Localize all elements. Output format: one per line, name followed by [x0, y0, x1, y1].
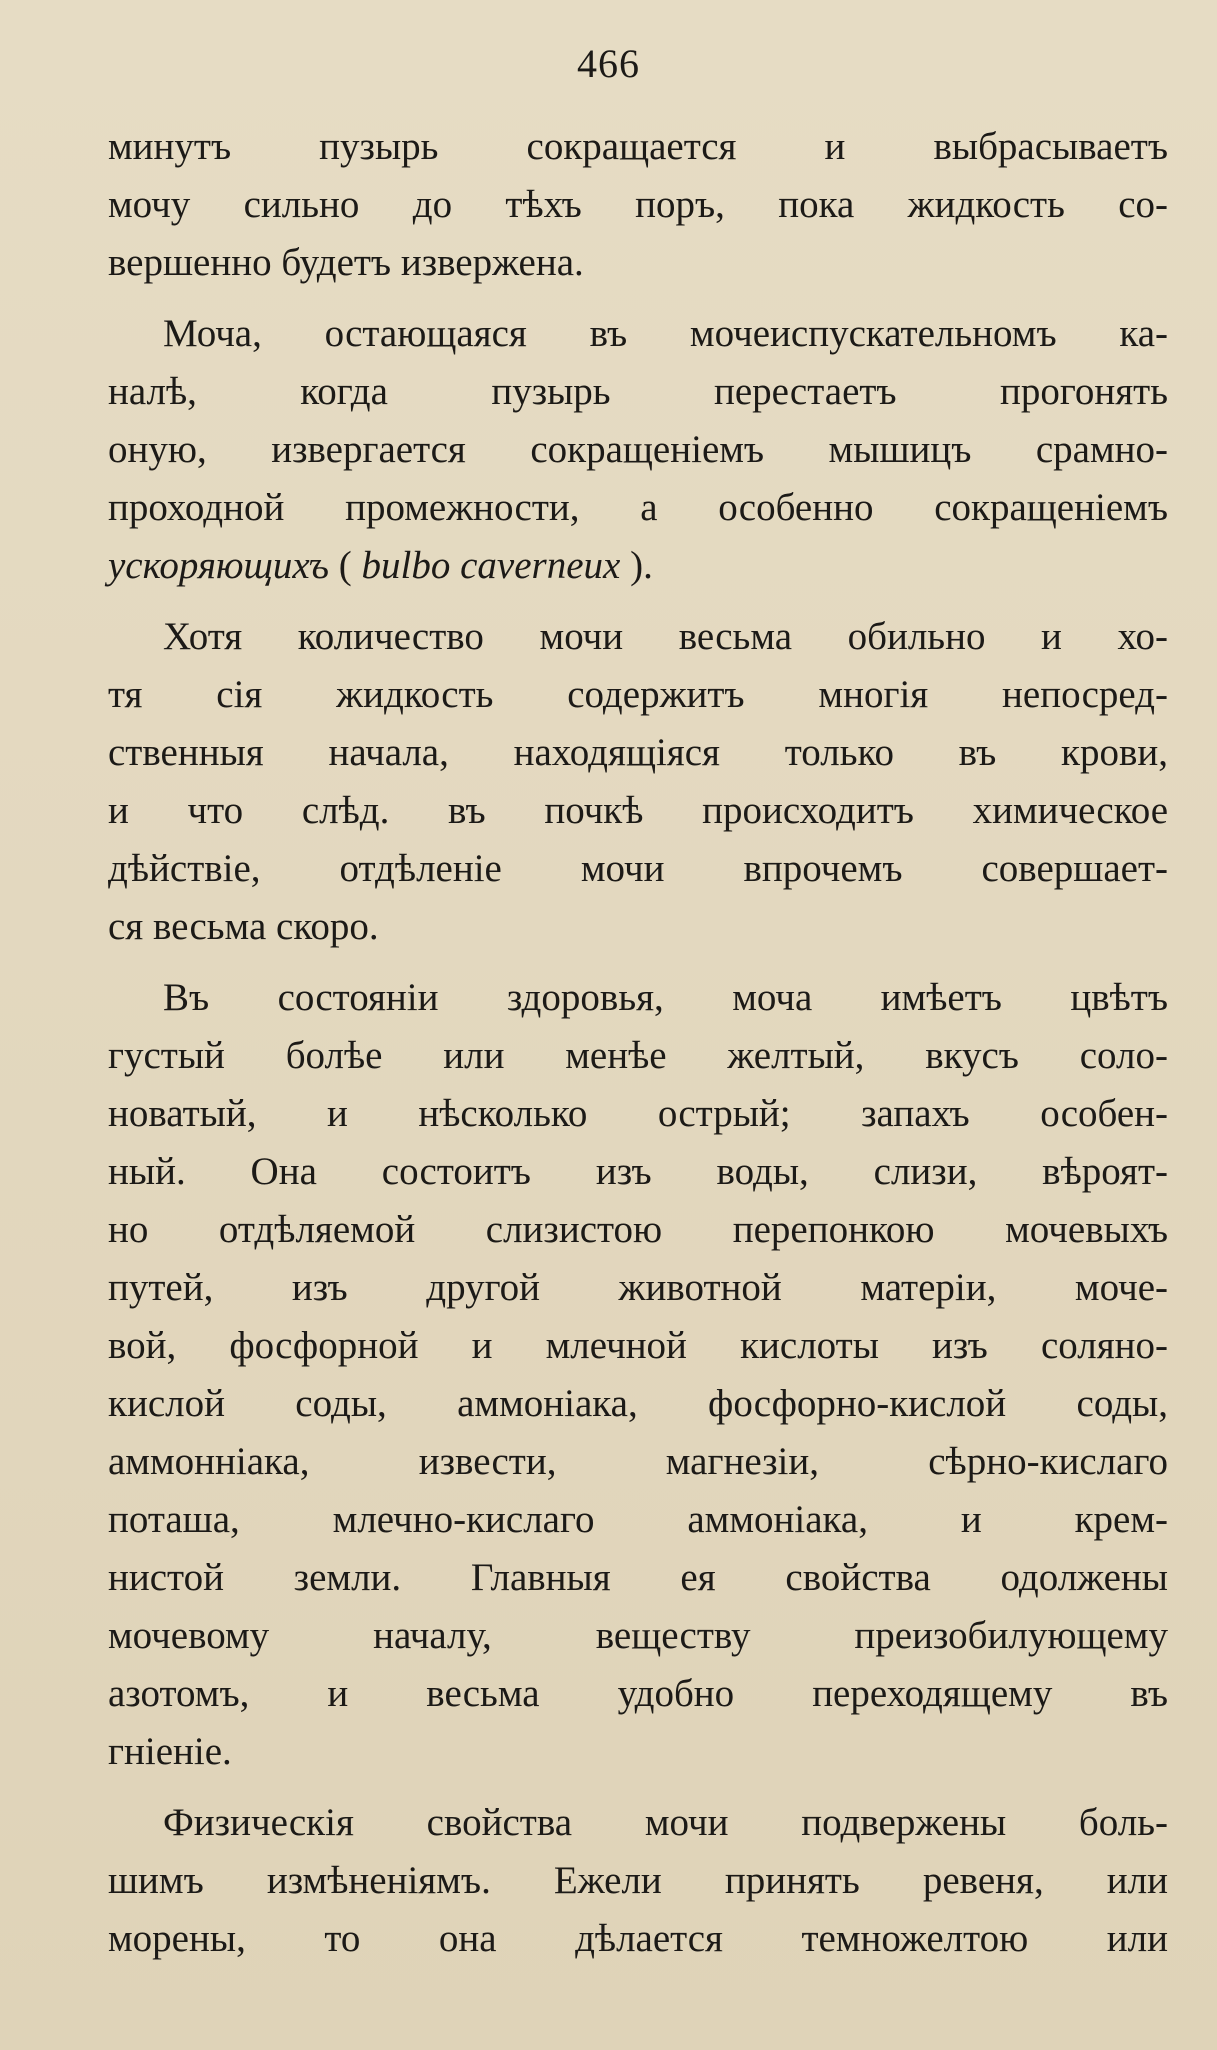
- text-line: Моча, остающаяся въ мочеиспускательномъ ка-: [163, 312, 1168, 355]
- text-line: Хотя количество мочи весьма обильно и хо-: [163, 615, 1168, 658]
- text-line: поташа, млечно-кислаго аммоніака, и крем-: [108, 1498, 1168, 1541]
- text-line: гніеніе.: [108, 1730, 232, 1773]
- text-line: оную, извергается сокращеніемъ мышицъ срамно-: [108, 428, 1168, 471]
- text-line: новатый, и нѣсколько острый; запахъ особен-: [108, 1092, 1168, 1135]
- text-line: минутъ пузырь сокращается и выбрасываетъ: [108, 125, 1168, 168]
- text-line: но отдѣляемой слизистою перепонкою мочевыхъ: [108, 1208, 1168, 1251]
- text-line: и что слѣд. въ почкѣ происходитъ химическое: [108, 789, 1168, 832]
- text-line: шимъ измѣненіямъ. Ежели принять ревеня, или: [108, 1859, 1168, 1902]
- text-line: нистой земли. Главныя ея свойства одолжены: [108, 1556, 1168, 1599]
- text-line: дѣйствіе, отдѣленіе мочи впрочемъ совершает-: [108, 847, 1168, 890]
- paragraph-3: [108, 608, 1168, 956]
- page-number: 466: [577, 41, 640, 86]
- text-line: вой, фосфорной и млечной кислоты изъ соляно-: [108, 1324, 1168, 1367]
- text-line: ный. Она состоитъ изъ воды, слизи, вѣроят-: [108, 1150, 1168, 1193]
- paragraph-5: [108, 1794, 1168, 1968]
- text-line: густый болѣе или менѣе желтый, вкусъ соло-: [108, 1034, 1168, 1077]
- text-line: вершенно будетъ извержена.: [108, 241, 584, 284]
- text-line-mixed: [108, 537, 1168, 595]
- text-line: Въ состояніи здоровья, моча имѣетъ цвѣтъ: [163, 976, 1168, 1019]
- text-line: Физическія свойства мочи подвержены боль-: [163, 1801, 1168, 1844]
- text-line: тя сія жидкость содержитъ многія непосред-: [108, 673, 1168, 716]
- text-line: кислой соды, аммоніака, фосфорно-кислой соды,: [108, 1382, 1168, 1425]
- text-line: ственныя начала, находящіяся только въ крови,: [108, 731, 1168, 774]
- paren-close: ).: [630, 544, 653, 587]
- text-line: путей, изъ другой животной матеріи, моче-: [108, 1266, 1168, 1309]
- text-line: налѣ, когда пузырь перестаетъ прогонять: [108, 370, 1168, 413]
- paragraph-4: [108, 969, 1168, 1781]
- italic-latin-term: bulbo caverneux: [361, 544, 621, 587]
- text-line: мочевому началу, веществу преизобилующему: [108, 1614, 1168, 1657]
- text-line: ся весьма скоро.: [108, 905, 379, 948]
- italic-term: ускоряющихъ: [108, 544, 330, 587]
- text-line: аммонніака, извести, магнезіи, сѣрно-кислаго: [108, 1440, 1168, 1483]
- paragraph-1: [108, 118, 1168, 292]
- text-line: мочу сильно до тѣхъ поръ, пока жидкость со-: [108, 183, 1168, 226]
- paragraph-2: [108, 305, 1168, 595]
- text-line: азотомъ, и весьма удобно переходящему въ: [108, 1672, 1168, 1715]
- text-line: проходной промежности, а особенно сокращеніемъ: [108, 486, 1168, 529]
- paren-open: (: [329, 544, 352, 587]
- text-line: морены, то она дѣлается темножелтою или: [108, 1917, 1168, 1960]
- body-text: [108, 118, 1168, 1968]
